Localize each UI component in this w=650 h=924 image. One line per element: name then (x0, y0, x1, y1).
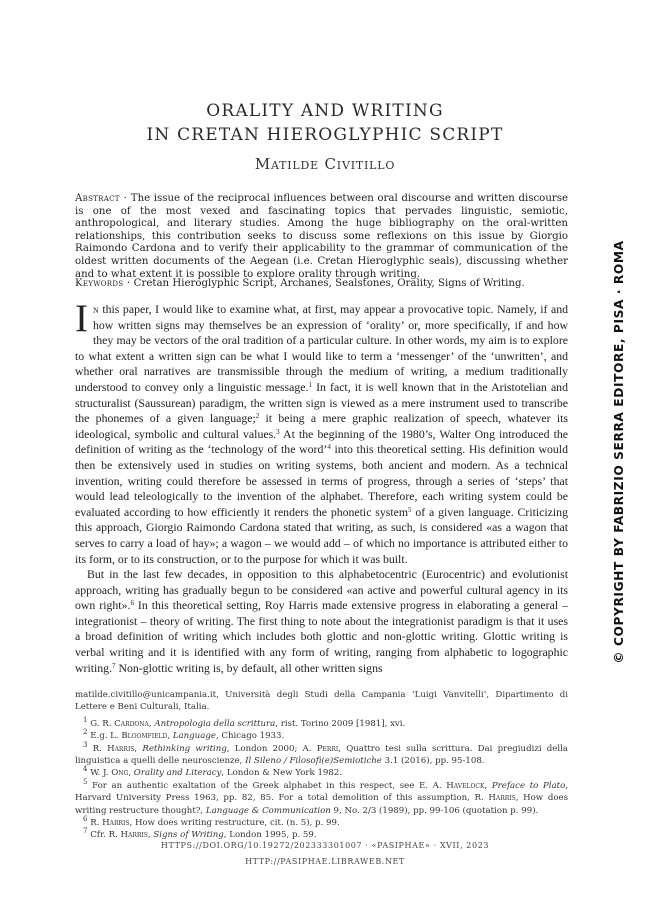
footnote-text: , (147, 830, 154, 841)
footnote-author: Cardona (114, 718, 149, 729)
footnote-text: 3.1 (2016), pp. 95-108. (381, 756, 485, 767)
footnote-author: Harris (107, 743, 135, 754)
paragraph-1 (75, 297, 568, 567)
keywords-text: Cretan Hieroglyphic Script, Archanes, Sealstones, Orality, Signs of Writing. (130, 278, 525, 289)
paragraph-text: In fact, it is well known that in the Aristotelian and structuralist (Saussurean) paradigm, the written sign is viewed as a mere instrument used to transcribe the phonemes of a given language; (75, 379, 568, 426)
footnote-text: 9, No. 2/3 (1989), pp. 99-106 (quotation p. 99). (330, 805, 539, 816)
footnote-author: Harris (120, 830, 148, 841)
footnote-text: , (167, 731, 173, 742)
footnote-text: W. J. (87, 768, 112, 779)
footnote-text: , How does writing restructure, cit. (n. 5), p. 99. (129, 818, 340, 829)
footnote-text: , Chicago 1933. (215, 731, 285, 742)
footnote-text: R. (87, 743, 108, 754)
footnote-3 (75, 740, 568, 768)
footnote-author: Havelock (446, 780, 485, 791)
abstract-text: The issue of the reciprocal influences between oral discourse and written discourse is one of the most vexed and fascinating topics that pervades linguistic, semiotic, anthropological, and literary studies. Among the huge bibliography on the oral-written relationships, this contribution seeks to discuss some reflexions on this issue by Giorgio Raimondo Cardona and to verify their applicability to the grammar of communication of the oldest written documents of the Aegean (i.e. Cretan Hieroglyphic seals), discussing whether and to what extent it is possible to explore orality through writing. (75, 193, 569, 280)
keywords (75, 278, 568, 291)
footnote-1 (75, 715, 568, 730)
footnote-title: Signs of Writing (153, 830, 224, 841)
paragraph-text: Non-glottic writing is, by default, all other written signs (115, 660, 383, 675)
lead-word: n (93, 302, 99, 316)
footnote-text: , London 2000; A. (226, 743, 317, 754)
footnote-title: Rethinking writing (142, 743, 227, 754)
footnote-title: Language (172, 731, 216, 742)
copyright-text: © COPYRIGHT BY FABRIZIO SERRA EDITORE, PISA · ROMA (612, 240, 626, 664)
footnote-4 (75, 767, 568, 779)
footnote-ref[interactable]: 4 (327, 443, 331, 452)
article-title-line-2: IN CRETAN HIEROGLYPHIC SCRIPT (146, 125, 504, 145)
footnote-title: Orality and Literacy (133, 768, 222, 779)
author-name: Matilde Civitillo (254, 155, 396, 173)
body-text (75, 297, 568, 676)
footnote-ref[interactable]: 5 (408, 505, 412, 514)
paragraph-text: into this theoretical setting. His definition would then be extensively used in studies on writing systems, both ancient and modern. As a technical invention, writing could therefore be assessed in terms of progress, through a series of ‘steps’ that would lead teleologically to the invention of the alphabet. Therefore, each writing system could be evaluated according to how efficiently it renders the phonetic system (75, 442, 568, 519)
footnote-text: For an authentic exaltation of the Greek alphabet in this respect, see E. A. (87, 780, 447, 791)
footnote-title: Il Sileno / Filosofi(e)Semiotiche (245, 756, 382, 767)
keywords-label: Keywords · (75, 278, 131, 289)
footnote-ref[interactable]: 2 (255, 412, 260, 421)
footnote-number: 1 (83, 715, 88, 724)
abstract (75, 193, 568, 281)
paragraph-text: At the beginning of the 1980’s, Walter Ong introduced the definition of writing as the ‘technology of the word’ (75, 426, 568, 457)
doi-line: HTTPS://DOI.ORG/10.19272/202333301007 · «PASIPHAE» · XVII, 2023 (160, 841, 490, 850)
footnote-2 (75, 730, 568, 742)
footnote-number: 6 (83, 815, 88, 824)
journal-url: HTTP://PASIPHAE.LIBRAWEB.NET (245, 857, 405, 866)
author-affiliation: matilde.civitillo@unicampania.it, Università degli Studi della Campania ‘Luigi Vanvitelli’, Dipartimento di Lettere e Beni Culturali, Italia. (75, 690, 568, 713)
paragraph-text: But in the last few decades, in opposition to this alphabetocentric (Eurocentric) and evolutionist approach, writing has gradually begun to be considered «an active and powerful cultural agency in its own right». (75, 567, 568, 613)
footnote-text: , (128, 768, 134, 779)
footnote-title: Antropologia della scrittura (154, 718, 276, 729)
footnote-ref[interactable]: 6 (130, 599, 134, 608)
footnote-ref[interactable]: 3 (276, 427, 280, 436)
footnote-number: 7 (83, 827, 88, 836)
footnote-author: Harris (102, 818, 130, 829)
paragraph-text: of a given language. Criticizing this approach, Giorgio Raimondo Cardona stated that writing, as such, is considered «as a wagon that serves to carry a load of hay»; a wagon – we would add – of which no importance is attributed either to its form, or to its construction, or to the purpose for which it was built. (75, 504, 568, 566)
footnote-text: R. (87, 818, 103, 829)
footnote-text: , London 1995, p. 59. (223, 830, 317, 841)
footnotes (75, 689, 568, 842)
footnote-author: Bloomfield (121, 731, 168, 742)
footnote-text: Cfr. R. (87, 830, 121, 841)
footnote-text: , How does writing restructure thought?, (75, 793, 569, 816)
footnote-7 (75, 829, 568, 841)
footnote-text: , rist. Torino 2009 [1981], xvi. (275, 718, 406, 729)
footnote-author: Harris (488, 793, 516, 804)
article-title-line-1: ORALITY AND WRITING (206, 101, 444, 121)
paragraph-2 (75, 567, 568, 676)
footnote-number: 3 (83, 740, 88, 749)
footnote-number: 2 (83, 728, 88, 737)
footnote-text: , (484, 780, 492, 791)
copyright-sidebar (612, 240, 626, 664)
footnote-5 (75, 777, 569, 817)
footnote-text: G. R. (87, 718, 115, 729)
footnote-number: 5 (83, 777, 88, 786)
footnote-number: 4 (83, 765, 88, 774)
paragraph-text: this paper, I would like to examine what, at first, may appear a provocative topic. Namely, if and how written signs may themselves be an expression of ‘orality’ or, more specifically, if and how they may be vectors of the oral tradition of a particular culture. In other words, my aim is to explore to what extent a written sign can be what I would like to term a ‘messenger’ of the ‘unwritten’, and whether oral narratives are transmissible through the medium of writing, a medium traditionally understood to convey only a linguistic message. (75, 302, 568, 394)
abstract-label: Abstract · (75, 193, 128, 204)
drop-cap: I (75, 297, 88, 340)
footnote-text: , (148, 718, 155, 729)
footnote-text: , London & New York 1982. (221, 768, 343, 779)
footnote-6 (75, 817, 568, 829)
footnote-text: E.g. L. (87, 731, 122, 742)
footnote-author: Perri (316, 743, 339, 754)
paragraph-text: it being a mere graphic realization of speech, whatever its ideological, symbolic and cultural values. (75, 411, 568, 441)
footnote-text: , Quattro tesi sulla scrittura. Dai pregiudizi della linguistica a quelli delle neuroscienze, (75, 743, 568, 767)
footnote-text: , (134, 743, 143, 754)
footnote-ref[interactable]: 1 (308, 380, 312, 389)
footnote-title: Language & Communication (205, 805, 331, 816)
footnote-author: Ong (111, 768, 129, 779)
footnote-text: , Harvard University Press 1963, pp. 82, 85. For a total demolition of this assumption, R. (75, 780, 568, 804)
paragraph-text: In this theoretical setting, Roy Harris made extensive progress in elaborating a general – integrationist – theory of writing. The first thing to note about the integrationist paradigm is that it uses a broad definition of writing which includes both glottic and non-glottic writing. Glottic writing is verbal writing and it is identified with any form of writing, ranging from alphabetic to logographic writing. (75, 598, 568, 675)
footnote-ref[interactable]: 7 (112, 661, 116, 670)
footnote-title: Preface to Plato (491, 780, 566, 791)
